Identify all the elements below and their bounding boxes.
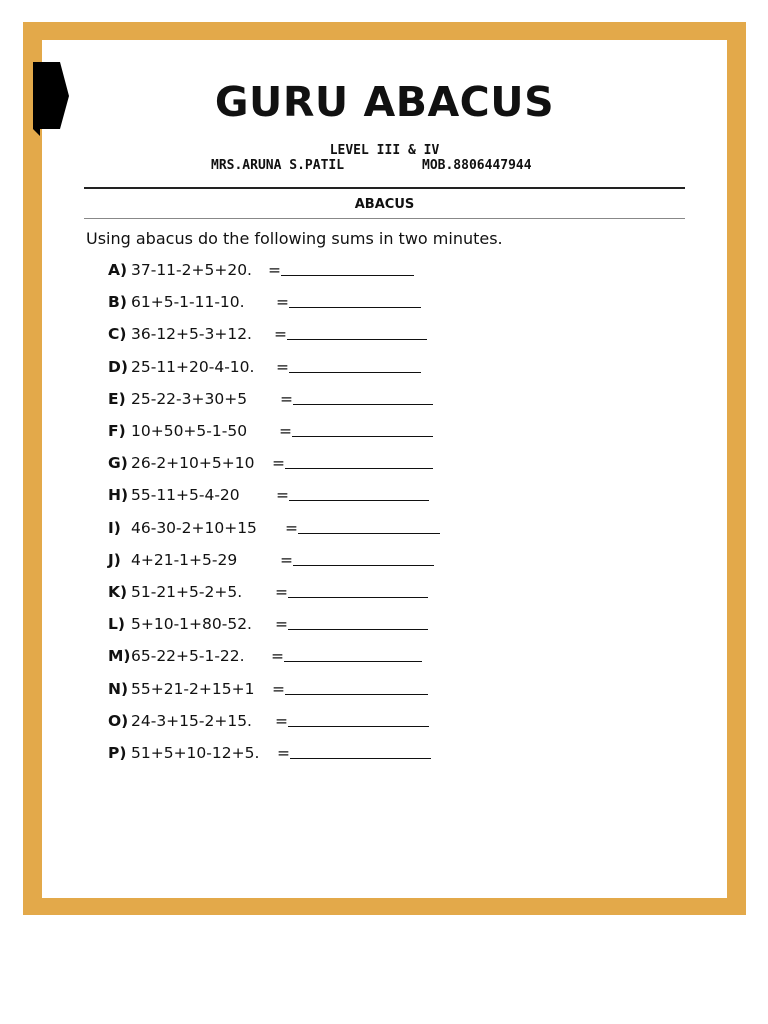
answer-blank[interactable]: [289, 372, 421, 373]
equals-sign: =: [276, 293, 289, 312]
sum-letter: D): [108, 357, 128, 376]
header-divider: [84, 187, 685, 189]
equals-sign: =: [271, 647, 284, 666]
sum-expression: 4+21-1+5-29: [131, 550, 238, 569]
sum-expression: 55+21-2+15+1: [131, 679, 255, 698]
answer-blank[interactable]: [298, 533, 440, 534]
section-title: ABACUS: [354, 197, 415, 212]
sum-letter: P): [108, 744, 127, 762]
answer-blank[interactable]: [289, 307, 421, 308]
page-title: GURU ABACUS: [214, 78, 555, 126]
sum-letter: C): [108, 325, 127, 344]
answer-blank[interactable]: [293, 404, 433, 405]
sum-letter: H): [108, 486, 129, 505]
sum-expression: 25-22-3+30+5: [131, 389, 248, 408]
instruction-text: Using abacus do the following sums in two minutes.: [86, 229, 503, 248]
answer-blank[interactable]: [288, 597, 428, 598]
sum-letter: E): [108, 389, 126, 408]
answer-blank[interactable]: [284, 661, 422, 662]
equals-sign: =: [275, 583, 288, 601]
answer-blank[interactable]: [287, 339, 427, 340]
equals-sign: =: [268, 261, 281, 279]
sum-letter: G): [108, 454, 128, 473]
sum-expression: 46-30-2+10+15: [131, 518, 257, 537]
section-divider: [84, 218, 685, 219]
answer-blank[interactable]: [289, 500, 429, 501]
sum-expression: 65-22+5-1-22.: [131, 647, 245, 666]
sum-expression: 24-3+15-2+15.: [131, 711, 252, 730]
equals-sign: =: [276, 357, 289, 376]
sum-letter: L): [108, 615, 125, 634]
answer-blank[interactable]: [292, 436, 433, 437]
teacher-name: MRS.ARUNA S.PATIL: [211, 158, 345, 173]
sum-expression: 26-2+10+5+10: [131, 454, 255, 473]
sum-letter: O): [108, 711, 129, 730]
answer-blank[interactable]: [285, 694, 428, 695]
sum-letter: M): [108, 647, 131, 666]
level-label: LEVEL III & IV: [329, 143, 440, 158]
equals-sign: =: [274, 325, 287, 344]
sum-expression: 61+5-1-11-10.: [131, 293, 245, 312]
worksheet-page: [42, 40, 727, 898]
equals-sign: =: [280, 389, 293, 408]
sum-letter: N): [108, 679, 129, 698]
sum-letter: I): [108, 518, 121, 537]
equals-sign: =: [272, 454, 285, 473]
sum-letter: F): [108, 422, 126, 440]
sum-letter: B): [108, 293, 127, 312]
sum-expression: 5+10-1+80-52.: [131, 615, 252, 634]
equals-sign: =: [285, 518, 298, 537]
sum-expression: 55-11+5-4-20: [131, 486, 240, 505]
equals-sign: =: [280, 550, 293, 569]
equals-sign: =: [276, 486, 289, 505]
answer-blank[interactable]: [293, 565, 434, 566]
sum-expression: 51-21+5-2+5.: [131, 583, 243, 601]
sum-expression: 36-12+5-3+12.: [131, 325, 252, 344]
equals-sign: =: [275, 615, 288, 634]
equals-sign: =: [275, 711, 288, 730]
equals-sign: =: [272, 679, 285, 698]
answer-blank[interactable]: [285, 468, 433, 469]
answer-blank[interactable]: [288, 726, 429, 727]
sum-expression: 51+5+10-12+5.: [131, 744, 260, 762]
answer-blank[interactable]: [281, 275, 414, 276]
sum-expression: 25-11+20-4-10.: [131, 357, 255, 376]
sum-expression: 37-11-2+5+20.: [131, 261, 252, 279]
sum-letter: K): [108, 583, 128, 601]
answer-blank[interactable]: [290, 758, 431, 759]
page-border: [23, 22, 746, 915]
sum-expression: 10+50+5-1-50: [131, 422, 248, 440]
sum-letter: J): [108, 550, 121, 569]
answer-blank[interactable]: [288, 629, 428, 630]
equals-sign: =: [277, 744, 290, 762]
mobile-number: MOB.8806447944: [422, 158, 532, 173]
equals-sign: =: [279, 422, 292, 440]
sum-letter: A): [108, 261, 128, 279]
